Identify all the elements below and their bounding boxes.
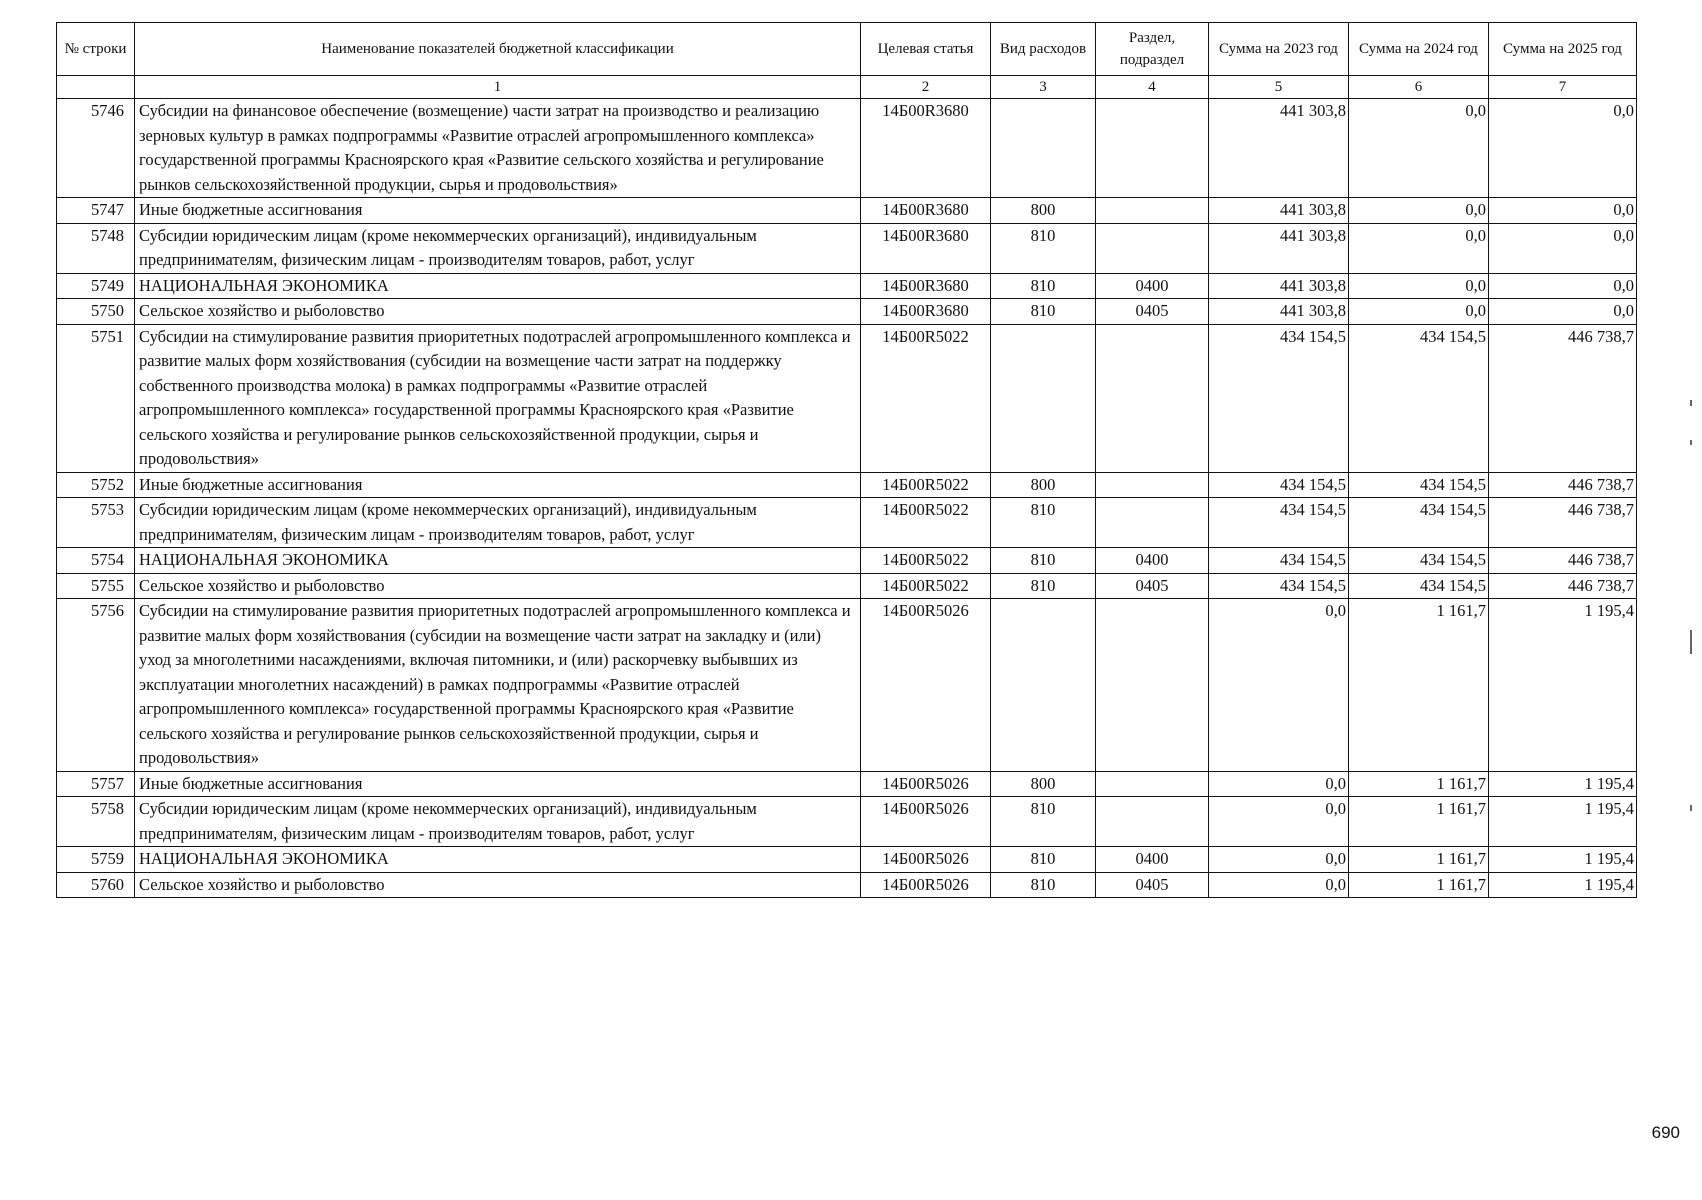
- table-body: [57, 99, 1637, 898]
- target-article-code: 14Б00R3680: [861, 198, 991, 224]
- amount-2023: 0,0: [1209, 797, 1349, 847]
- column-number: [57, 76, 135, 99]
- indicator-name: НАЦИОНАЛЬНАЯ ЭКОНОМИКА: [135, 273, 861, 299]
- table-row: [57, 273, 1637, 299]
- amount-2025: 0,0: [1489, 223, 1637, 273]
- scan-artifact: [1690, 805, 1692, 811]
- amount-2025: 446 738,7: [1489, 324, 1637, 472]
- indicator-name: Субсидии на стимулирование развития приоритетных подотраслей агропромышленного комплекса и развитие малых форм хозяйствования (субсидии на возмещение части затрат на поддержку собственного производства молока) в рамках подпрограммы «Развитие отраслей агропромышленного комплекса» государственной программы Красноярского края «Развитие сельского хозяйства и регулирование рынков сельскохозяйственной продукции, сырья и продовольствия»: [135, 324, 861, 472]
- target-article-code: 14Б00R5026: [861, 599, 991, 772]
- amount-2024: 0,0: [1349, 198, 1489, 224]
- amount-2025: 446 738,7: [1489, 498, 1637, 548]
- indicator-name: Иные бюджетные ассигнования: [135, 472, 861, 498]
- target-article-code: 14Б00R5026: [861, 847, 991, 873]
- expense-kind-code: 810: [991, 273, 1096, 299]
- section-code: [1096, 498, 1209, 548]
- scan-artifact: [1690, 400, 1692, 406]
- amount-2023: 434 154,5: [1209, 498, 1349, 548]
- section-code: [1096, 99, 1209, 198]
- indicator-name: Сельское хозяйство и рыболовство: [135, 573, 861, 599]
- table-row: [57, 299, 1637, 325]
- section-code: [1096, 324, 1209, 472]
- table-row: [57, 872, 1637, 898]
- section-code: [1096, 599, 1209, 772]
- amount-2023: 0,0: [1209, 599, 1349, 772]
- amount-2023: 434 154,5: [1209, 472, 1349, 498]
- section-code: 0405: [1096, 872, 1209, 898]
- table-row: [57, 99, 1637, 198]
- section-code: 0400: [1096, 847, 1209, 873]
- amount-2024: 1 161,7: [1349, 847, 1489, 873]
- expense-kind-code: 800: [991, 771, 1096, 797]
- row-number: 5750: [57, 299, 135, 325]
- target-article-code: 14Б00R5026: [861, 771, 991, 797]
- expense-kind-code: [991, 324, 1096, 472]
- indicator-name: Иные бюджетные ассигнования: [135, 771, 861, 797]
- target-article-code: 14Б00R5026: [861, 872, 991, 898]
- column-number: 1: [135, 76, 861, 99]
- target-article-code: 14Б00R3680: [861, 223, 991, 273]
- header-section: Раздел, подраздел: [1096, 23, 1209, 76]
- target-article-code: 14Б00R3680: [861, 99, 991, 198]
- indicator-name: Субсидии на стимулирование развития приоритетных подотраслей агропромышленного комплекса и развитие малых форм хозяйствования (субсидии на возмещение части затрат на закладку и (или) уход за многолетними насаждениями, включая питомники, и (или) раскорчевку выбывших из эксплуатации многолетних насаждений) в рамках подпрограммы «Развитие отраслей агропромышленного комплекса» государственной программы Красноярского края «Развитие сельского хозяйства и регулирование рынков сельскохозяйственной продукции, сырья и продовольствия»: [135, 599, 861, 772]
- header-sum-2023: Сумма на 2023 год: [1209, 23, 1349, 76]
- header-indicator-name: Наименование показателей бюджетной классификации: [135, 23, 861, 76]
- amount-2025: 0,0: [1489, 99, 1637, 198]
- row-number: 5757: [57, 771, 135, 797]
- amount-2024: 1 161,7: [1349, 797, 1489, 847]
- row-number: 5749: [57, 273, 135, 299]
- amount-2024: 0,0: [1349, 223, 1489, 273]
- amount-2025: 1 195,4: [1489, 797, 1637, 847]
- column-number: 7: [1489, 76, 1637, 99]
- amount-2025: 1 195,4: [1489, 599, 1637, 772]
- row-number: 5756: [57, 599, 135, 772]
- expense-kind-code: 810: [991, 548, 1096, 574]
- table-row: [57, 771, 1637, 797]
- indicator-name: Субсидии юридическим лицам (кроме некоммерческих организаций), индивидуальным предпринимателям, физическим лицам - производителям товаров, работ, услуг: [135, 797, 861, 847]
- page-number: 690: [1651, 1123, 1680, 1142]
- amount-2023: 441 303,8: [1209, 273, 1349, 299]
- budget-table: [56, 22, 1637, 898]
- scan-artifact: [1690, 440, 1692, 445]
- target-article-code: 14Б00R3680: [861, 273, 991, 299]
- table-row: [57, 498, 1637, 548]
- expense-kind-code: 810: [991, 498, 1096, 548]
- row-number: 5748: [57, 223, 135, 273]
- amount-2024: 1 161,7: [1349, 771, 1489, 797]
- row-number: 5751: [57, 324, 135, 472]
- amount-2025: 0,0: [1489, 299, 1637, 325]
- amount-2025: 1 195,4: [1489, 771, 1637, 797]
- indicator-name: Сельское хозяйство и рыболовство: [135, 299, 861, 325]
- amount-2024: 434 154,5: [1349, 324, 1489, 472]
- target-article-code: 14Б00R5022: [861, 472, 991, 498]
- amount-2025: 1 195,4: [1489, 872, 1637, 898]
- target-article-code: 14Б00R5022: [861, 498, 991, 548]
- amount-2024: 434 154,5: [1349, 498, 1489, 548]
- amount-2024: 0,0: [1349, 273, 1489, 299]
- amount-2023: 0,0: [1209, 872, 1349, 898]
- column-number: 3: [991, 76, 1096, 99]
- amount-2025: 446 738,7: [1489, 472, 1637, 498]
- section-code: 0405: [1096, 573, 1209, 599]
- amount-2023: 434 154,5: [1209, 573, 1349, 599]
- table-row: [57, 847, 1637, 873]
- row-number: 5746: [57, 99, 135, 198]
- section-code: 0400: [1096, 548, 1209, 574]
- amount-2024: 0,0: [1349, 299, 1489, 325]
- amount-2025: 446 738,7: [1489, 573, 1637, 599]
- header-sum-2025: Сумма на 2025 год: [1489, 23, 1637, 76]
- amount-2023: 441 303,8: [1209, 223, 1349, 273]
- expense-kind-code: 810: [991, 573, 1096, 599]
- table-row: [57, 548, 1637, 574]
- table-row: [57, 573, 1637, 599]
- amount-2024: 1 161,7: [1349, 599, 1489, 772]
- indicator-name: Сельское хозяйство и рыболовство: [135, 872, 861, 898]
- row-number: 5747: [57, 198, 135, 224]
- amount-2024: 434 154,5: [1349, 472, 1489, 498]
- column-number: 4: [1096, 76, 1209, 99]
- amount-2023: 441 303,8: [1209, 99, 1349, 198]
- section-code: [1096, 223, 1209, 273]
- header-expense-kind: Вид расходов: [991, 23, 1096, 76]
- section-code: [1096, 797, 1209, 847]
- section-code: [1096, 472, 1209, 498]
- column-number: 2: [861, 76, 991, 99]
- header-sum-2024: Сумма на 2024 год: [1349, 23, 1489, 76]
- target-article-code: 14Б00R5026: [861, 797, 991, 847]
- expense-kind-code: 810: [991, 299, 1096, 325]
- amount-2023: 441 303,8: [1209, 198, 1349, 224]
- indicator-name: НАЦИОНАЛЬНАЯ ЭКОНОМИКА: [135, 847, 861, 873]
- table-row: [57, 599, 1637, 772]
- table-row: [57, 797, 1637, 847]
- amount-2024: 0,0: [1349, 99, 1489, 198]
- indicator-name: Субсидии юридическим лицам (кроме некоммерческих организаций), индивидуальным предпринимателям, физическим лицам - производителям товаров, работ, услуг: [135, 223, 861, 273]
- target-article-code: 14Б00R5022: [861, 548, 991, 574]
- row-number: 5760: [57, 872, 135, 898]
- amount-2023: 441 303,8: [1209, 299, 1349, 325]
- section-code: [1096, 771, 1209, 797]
- expense-kind-code: 810: [991, 223, 1096, 273]
- table-row: [57, 223, 1637, 273]
- row-number: 5752: [57, 472, 135, 498]
- indicator-name: НАЦИОНАЛЬНАЯ ЭКОНОМИКА: [135, 548, 861, 574]
- row-number: 5755: [57, 573, 135, 599]
- expense-kind-code: [991, 599, 1096, 772]
- amount-2024: 434 154,5: [1349, 573, 1489, 599]
- expense-kind-code: 810: [991, 872, 1096, 898]
- header-row-number: № строки: [57, 23, 135, 76]
- amount-2025: 0,0: [1489, 273, 1637, 299]
- amount-2025: 0,0: [1489, 198, 1637, 224]
- section-code: 0405: [1096, 299, 1209, 325]
- target-article-code: 14Б00R5022: [861, 573, 991, 599]
- amount-2024: 434 154,5: [1349, 548, 1489, 574]
- section-code: [1096, 198, 1209, 224]
- target-article-code: 14Б00R5022: [861, 324, 991, 472]
- row-number: 5759: [57, 847, 135, 873]
- expense-kind-code: 800: [991, 472, 1096, 498]
- expense-kind-code: 810: [991, 797, 1096, 847]
- amount-2025: 446 738,7: [1489, 548, 1637, 574]
- table-row: [57, 198, 1637, 224]
- indicator-name: Субсидии на финансовое обеспечение (возмещение) части затрат на производство и реализацию зерновых культур в рамках подпрограммы «Развитие отраслей агропромышленного комплекса» государственной программы Красноярского края «Развитие сельского хозяйства и регулирование рынков сельскохозяйственной продукции, сырья и продовольствия»: [135, 99, 861, 198]
- expense-kind-code: 810: [991, 847, 1096, 873]
- expense-kind-code: [991, 99, 1096, 198]
- row-number: 5753: [57, 498, 135, 548]
- section-code: 0400: [1096, 273, 1209, 299]
- amount-2023: 0,0: [1209, 771, 1349, 797]
- expense-kind-code: 800: [991, 198, 1096, 224]
- indicator-name: Субсидии юридическим лицам (кроме некоммерческих организаций), индивидуальным предпринимателям, физическим лицам - производителям товаров, работ, услуг: [135, 498, 861, 548]
- scan-artifact: [1690, 630, 1692, 654]
- table-header: [57, 23, 1637, 99]
- amount-2025: 1 195,4: [1489, 847, 1637, 873]
- column-number-row: [57, 76, 1637, 99]
- target-article-code: 14Б00R3680: [861, 299, 991, 325]
- table-row: [57, 472, 1637, 498]
- amount-2023: 0,0: [1209, 847, 1349, 873]
- row-number: 5758: [57, 797, 135, 847]
- amount-2023: 434 154,5: [1209, 548, 1349, 574]
- indicator-name: Иные бюджетные ассигнования: [135, 198, 861, 224]
- header-target-article: Целевая статья: [861, 23, 991, 76]
- column-number: 6: [1349, 76, 1489, 99]
- column-number: 5: [1209, 76, 1349, 99]
- table-row: [57, 324, 1637, 472]
- row-number: 5754: [57, 548, 135, 574]
- amount-2023: 434 154,5: [1209, 324, 1349, 472]
- amount-2024: 1 161,7: [1349, 872, 1489, 898]
